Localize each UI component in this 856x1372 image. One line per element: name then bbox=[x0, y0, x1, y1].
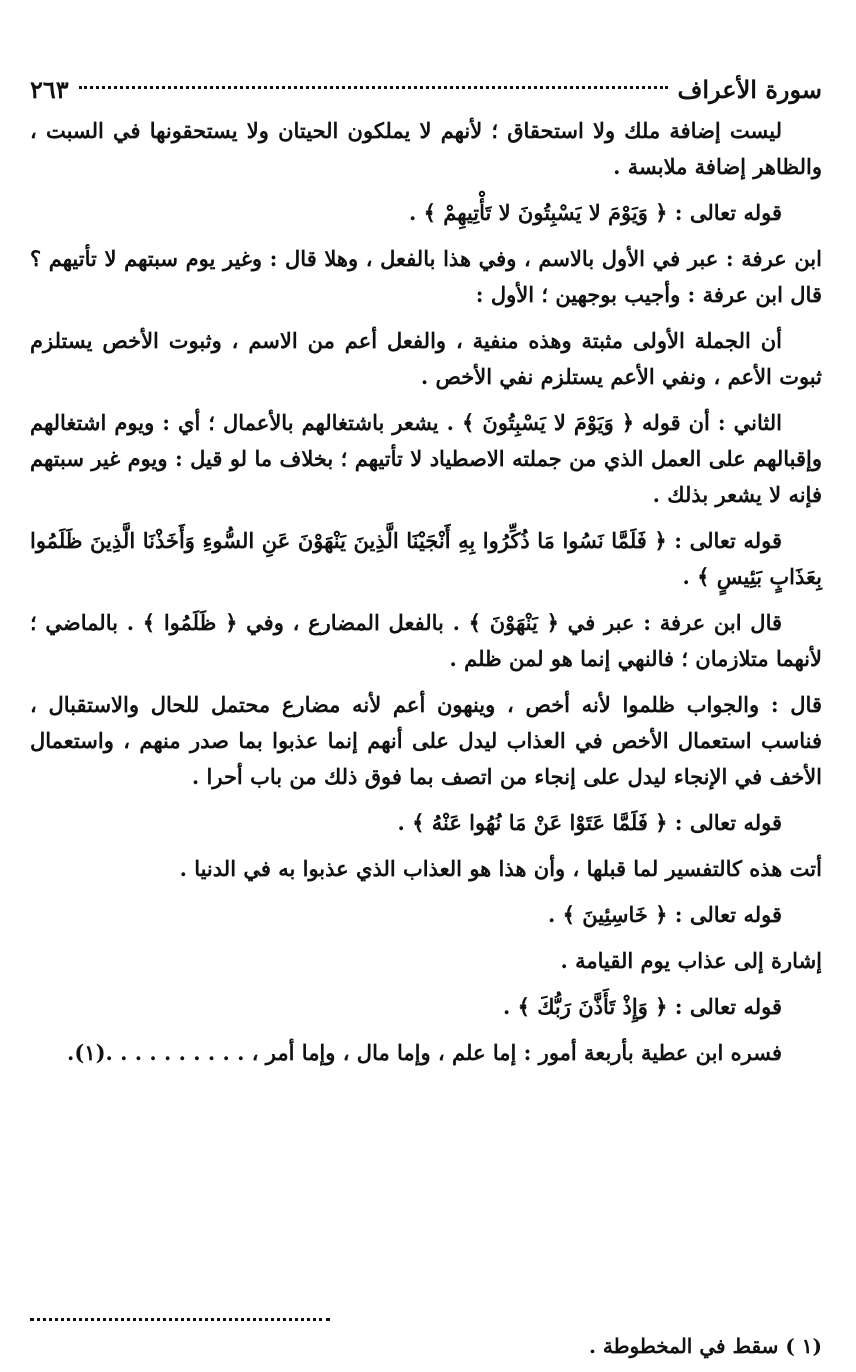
paragraph: قوله تعالى : ﴿ فَلَمَّا عَتَوْا عَنْ مَا نُهُوا عَنْهُ ﴾ . bbox=[397, 810, 782, 835]
running-header bbox=[30, 66, 822, 112]
paragraph: إشارة إلى عذاب يوم القيامة . bbox=[560, 948, 822, 973]
footnote: (١ ) سقط في المخطوطة . bbox=[588, 1334, 822, 1358]
body-text bbox=[30, 113, 822, 1081]
header-dotted-leader bbox=[79, 86, 668, 89]
paragraph: قوله تعالى : ﴿ وَإِذْ تَأَذَّنَ رَبُّكَ ﴾ . bbox=[502, 994, 782, 1019]
footnote-separator bbox=[30, 1318, 330, 1321]
paragraph: فسره ابن عطية بأربعة أمور : إما علم ، وإما مال ، وإما أمر ، . . . . . . . . . .(١). bbox=[67, 1040, 782, 1065]
paragraph: ليست إضافة ملك ولا استحقاق ؛ لأنهم لا يملكون الحيتان ولا يستحقونها في السبت ، والظاهر إضافة ملابسة . bbox=[30, 118, 822, 179]
paragraph: أتت هذه كالتفسير لما قبلها ، وأن هذا هو العذاب الذي عذبوا به في الدنيا . bbox=[179, 856, 822, 881]
paragraph: قال ابن عرفة : عبر في ﴿ يَنْهَوْنَ ﴾ . بالفعل المضارع ، وفي ﴿ ظَلَمُوا ﴾ . بالماضي ؛ لأنهما متلازمان ؛ فالنهي إنما هو لمن ظلم . bbox=[30, 610, 822, 671]
paragraph: الثاني : أن قوله ﴿ وَيَوْمَ لا يَسْبِتُونَ ﴾ . يشعر باشتغالهم بالأعمال ؛ أي : ويوم اشتغالهم وإقبالهم على العمل الذي من جملته الاصطياد لا تأتيهم ؛ بخلاف ما لو قيل : ويوم غير سبتهم فإنه لا يشعر بذلك . bbox=[30, 410, 822, 507]
paragraph: قوله تعالى : ﴿ خَاسِئِينَ ﴾ . bbox=[548, 902, 782, 927]
paragraph: أن الجملة الأولى مثبتة وهذه منفية ، والفعل أعم من الاسم ، وثبوت الأخص يستلزم ثبوت الأعم ، ونفي الأعم يستلزم نفي الأخص . bbox=[30, 328, 822, 389]
paragraph: ابن عرفة : عبر في الأول بالاسم ، وفي هذا بالفعل ، وهلا قال : وغير يوم سبتهم لا تأتيهم ؟ قال ابن عرفة : وأجيب بوجهين ؛ الأول : bbox=[30, 246, 822, 307]
paragraph: قوله تعالى : ﴿ وَيَوْمَ لا يَسْبِتُونَ لا تَأْتِيهِمْ ﴾ . bbox=[409, 200, 782, 225]
surah-title: سورة الأعراف bbox=[677, 74, 822, 104]
paragraph: قال : والجواب ظلموا لأنه أخص ، وينهون أعم لأنه مضارع محتمل للحال والاستقبال ، فناسب استعمال الأخص في العذاب ليدل على أنهم إنما عذبوا بما صدر منهم ، واستعمال الأخف في الإنجاء ليدل على إنجاء من اتصف بما فوق ذلك من باب أحرا . bbox=[30, 692, 822, 789]
paragraph: قوله تعالى : ﴿ فَلَمَّا نَسُوا مَا ذُكِّرُوا بِهِ أَنْجَيْنَا الَّذِينَ يَنْهَوْنَ عَنِ السُّوءِ وَأَخَذْنَا الَّذِينَ ظَلَمُوا بِعَذَابٍ بَئِيسٍ ﴾ . bbox=[30, 528, 822, 589]
page-number: ٢٦٣ bbox=[30, 74, 69, 104]
